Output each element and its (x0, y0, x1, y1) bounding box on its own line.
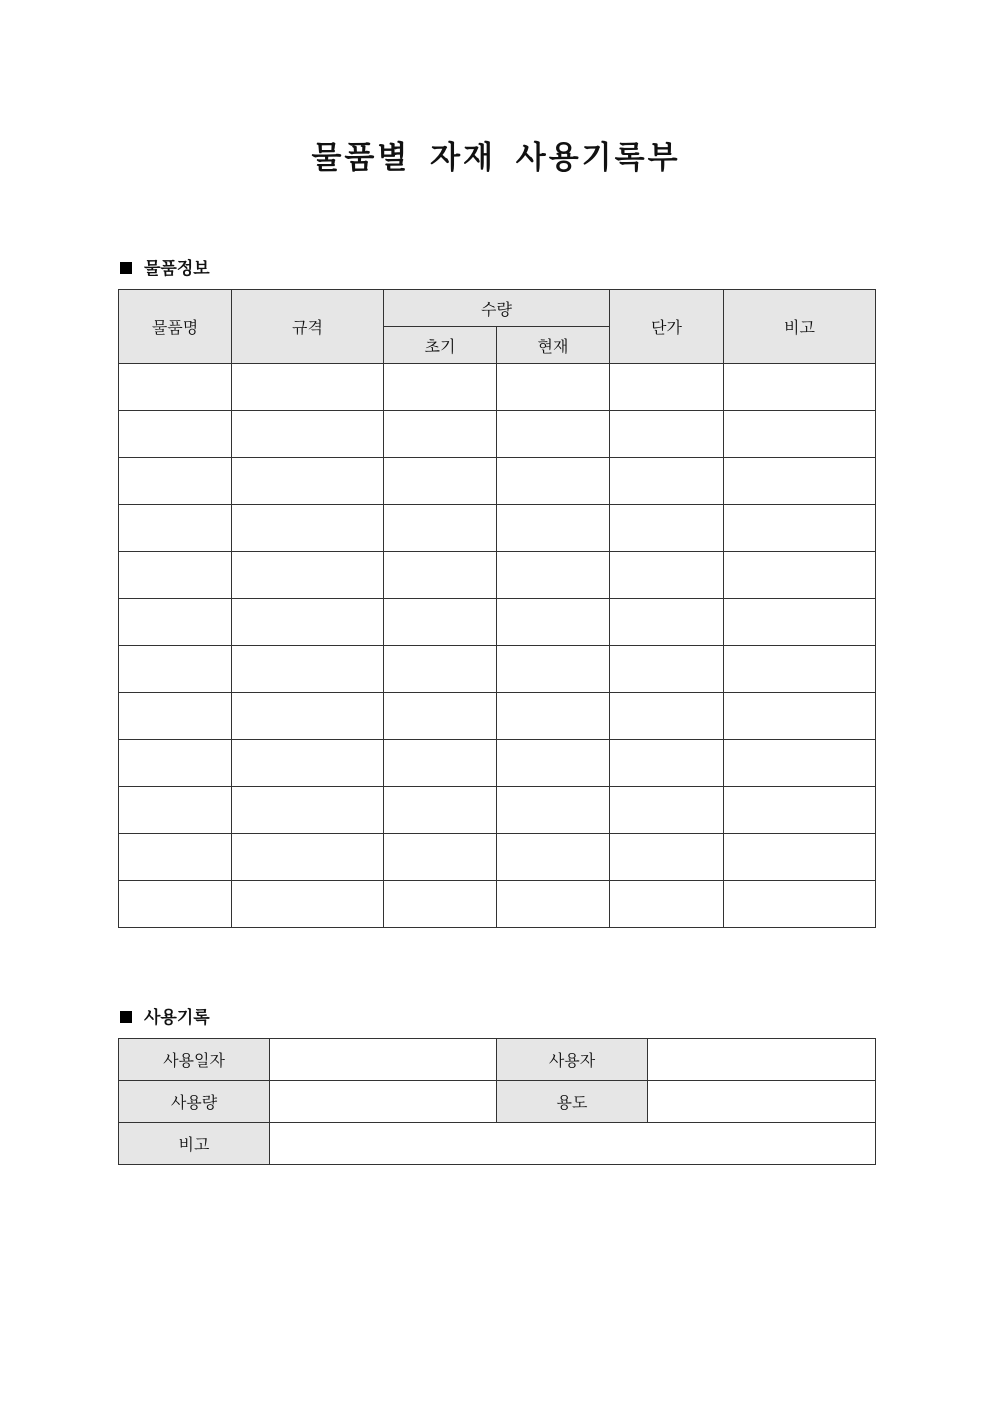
table-row (119, 646, 876, 693)
item-info-table (118, 289, 876, 928)
cell-quantity-initial[interactable] (384, 505, 497, 552)
table-row (119, 458, 876, 505)
table-row (119, 599, 876, 646)
cell-quantity-current[interactable] (497, 834, 610, 881)
cell-item-name[interactable] (119, 740, 232, 787)
usage-amount-field[interactable] (270, 1081, 497, 1123)
usage-record-table (118, 1038, 876, 1165)
cell-remarks[interactable] (724, 646, 876, 693)
cell-remarks[interactable] (724, 740, 876, 787)
cell-item-name[interactable] (119, 411, 232, 458)
table-row (119, 740, 876, 787)
cell-item-name[interactable] (119, 646, 232, 693)
table-row (119, 364, 876, 411)
cell-unit-price[interactable] (610, 693, 724, 740)
cell-item-name[interactable] (119, 458, 232, 505)
cell-quantity-current[interactable] (497, 364, 610, 411)
cell-remarks[interactable] (724, 599, 876, 646)
label-purpose: 용도 (497, 1081, 648, 1123)
cell-spec[interactable] (232, 740, 384, 787)
header-quantity-initial: 초기 (384, 327, 497, 364)
cell-item-name[interactable] (119, 599, 232, 646)
cell-quantity-current[interactable] (497, 740, 610, 787)
cell-unit-price[interactable] (610, 599, 724, 646)
square-bullet-icon (120, 1011, 132, 1023)
cell-quantity-initial[interactable] (384, 646, 497, 693)
cell-spec[interactable] (232, 646, 384, 693)
cell-item-name[interactable] (119, 364, 232, 411)
cell-spec[interactable] (232, 787, 384, 834)
usage-row-remarks (119, 1123, 876, 1165)
cell-spec[interactable] (232, 458, 384, 505)
cell-spec[interactable] (232, 552, 384, 599)
cell-quantity-initial[interactable] (384, 881, 497, 928)
usage-row-amount-purpose (119, 1081, 876, 1123)
table-row (119, 787, 876, 834)
cell-remarks[interactable] (724, 411, 876, 458)
cell-unit-price[interactable] (610, 787, 724, 834)
table-row (119, 505, 876, 552)
table-row (119, 552, 876, 599)
cell-quantity-current[interactable] (497, 411, 610, 458)
cell-spec[interactable] (232, 599, 384, 646)
cell-quantity-current[interactable] (497, 787, 610, 834)
document-title: 물품별 자재 사용기록부 (311, 140, 681, 176)
table-row (119, 881, 876, 928)
cell-quantity-initial[interactable] (384, 411, 497, 458)
label-usage-remarks: 비고 (119, 1123, 270, 1165)
label-usage-amount: 사용량 (119, 1081, 270, 1123)
purpose-field[interactable] (648, 1081, 876, 1123)
item-table-header-row (119, 290, 876, 327)
label-usage-date: 사용일자 (119, 1039, 270, 1081)
cell-unit-price[interactable] (610, 458, 724, 505)
cell-unit-price[interactable] (610, 505, 724, 552)
usage-row-date-user (119, 1039, 876, 1081)
table-row (119, 693, 876, 740)
cell-quantity-current[interactable] (497, 505, 610, 552)
user-field[interactable] (648, 1039, 876, 1081)
cell-remarks[interactable] (724, 505, 876, 552)
square-bullet-icon (120, 262, 132, 274)
cell-spec[interactable] (232, 505, 384, 552)
header-quantity-current: 현재 (497, 327, 610, 364)
cell-quantity-initial[interactable] (384, 458, 497, 505)
cell-unit-price[interactable] (610, 411, 724, 458)
cell-item-name[interactable] (119, 834, 232, 881)
cell-unit-price[interactable] (610, 364, 724, 411)
cell-spec[interactable] (232, 693, 384, 740)
cell-spec[interactable] (232, 881, 384, 928)
item-info-section-label: 물품정보 (144, 259, 210, 279)
header-remarks: 비고 (724, 290, 876, 364)
cell-item-name[interactable] (119, 881, 232, 928)
header-item-name: 물품명 (119, 290, 232, 364)
table-row (119, 834, 876, 881)
cell-remarks[interactable] (724, 552, 876, 599)
table-row (119, 411, 876, 458)
cell-unit-price[interactable] (610, 740, 724, 787)
cell-item-name[interactable] (119, 552, 232, 599)
cell-quantity-current[interactable] (497, 599, 610, 646)
cell-quantity-initial[interactable] (384, 834, 497, 881)
cell-unit-price[interactable] (610, 834, 724, 881)
cell-spec[interactable] (232, 834, 384, 881)
cell-quantity-current[interactable] (497, 693, 610, 740)
cell-remarks[interactable] (724, 458, 876, 505)
cell-unit-price[interactable] (610, 881, 724, 928)
usage-date-field[interactable] (270, 1039, 497, 1081)
header-unit-price: 단가 (610, 290, 724, 364)
cell-quantity-current[interactable] (497, 881, 610, 928)
cell-remarks[interactable] (724, 693, 876, 740)
cell-quantity-initial[interactable] (384, 693, 497, 740)
cell-remarks[interactable] (724, 364, 876, 411)
cell-quantity-current[interactable] (497, 552, 610, 599)
cell-spec[interactable] (232, 364, 384, 411)
cell-remarks[interactable] (724, 834, 876, 881)
usage-record-section-heading (120, 1003, 210, 1028)
header-quantity: 수량 (384, 290, 610, 327)
header-spec: 규격 (232, 290, 384, 364)
cell-remarks[interactable] (724, 881, 876, 928)
cell-unit-price[interactable] (610, 552, 724, 599)
cell-remarks[interactable] (724, 787, 876, 834)
cell-quantity-initial[interactable] (384, 599, 497, 646)
cell-item-name[interactable] (119, 787, 232, 834)
cell-quantity-initial[interactable] (384, 552, 497, 599)
cell-quantity-initial[interactable] (384, 787, 497, 834)
label-user: 사용자 (497, 1039, 648, 1081)
cell-quantity-current[interactable] (497, 646, 610, 693)
item-info-section-heading (120, 254, 210, 279)
cell-quantity-initial[interactable] (384, 740, 497, 787)
usage-remarks-field[interactable] (270, 1123, 876, 1165)
cell-spec[interactable] (232, 411, 384, 458)
cell-quantity-initial[interactable] (384, 364, 497, 411)
cell-quantity-current[interactable] (497, 458, 610, 505)
cell-item-name[interactable] (119, 693, 232, 740)
usage-record-section-label: 사용기록 (144, 1008, 210, 1028)
cell-item-name[interactable] (119, 505, 232, 552)
cell-unit-price[interactable] (610, 646, 724, 693)
